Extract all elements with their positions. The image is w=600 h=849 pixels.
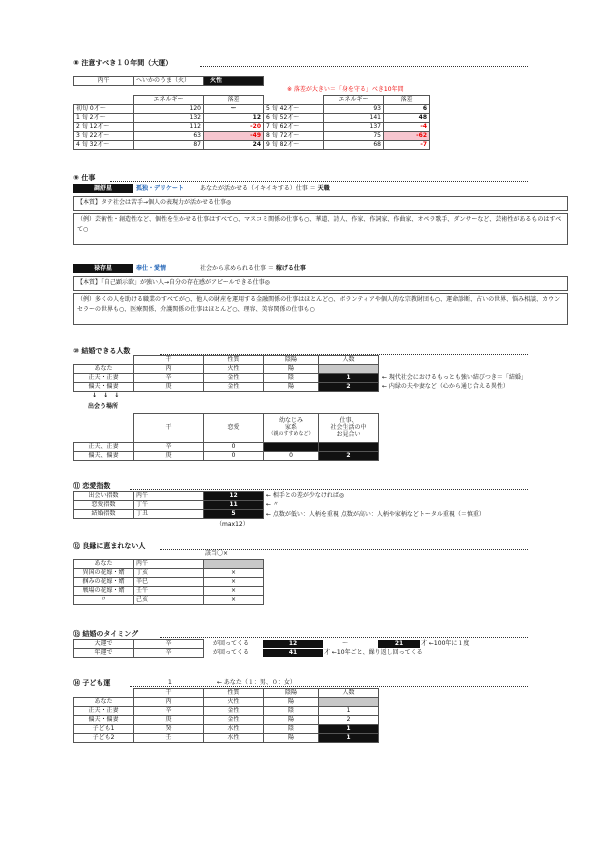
cell: あなた — [74, 698, 134, 707]
cell: 火性 — [204, 365, 264, 374]
meeting-place-table — [73, 413, 379, 461]
cell: 丙 — [134, 698, 204, 707]
cell: 異国の花嫁・婿 — [74, 569, 134, 578]
cell: 7 旬 62才～ — [264, 123, 324, 132]
keyword-label: 孤独・デリケート — [136, 185, 184, 192]
cell: 偏夫・偏妻 — [74, 383, 134, 392]
table-row — [74, 578, 264, 587]
table-row — [74, 114, 430, 123]
table-row — [74, 649, 204, 658]
section-8-note: ※ 落差が大きい＝「身を守る」べき10年間 — [287, 86, 404, 93]
table-row — [74, 587, 264, 596]
cell: -49 — [204, 132, 264, 141]
section-12-title: ⑫ 良縁に恵まれない人 — [73, 542, 146, 550]
table-row — [74, 569, 264, 578]
column-header: 性質 — [204, 356, 264, 365]
table-row — [74, 716, 379, 725]
cell: -62 — [384, 132, 430, 141]
cell: 〃 — [74, 596, 134, 605]
cell: 120 — [134, 105, 204, 114]
cell: 12 — [204, 492, 264, 501]
children-table — [73, 688, 379, 743]
cell: 1 — [319, 374, 379, 383]
cell: 辛巳 — [134, 578, 204, 587]
cell: 1 — [319, 725, 379, 734]
cell: 辛 — [134, 649, 204, 658]
cell: 庚 — [134, 716, 204, 725]
cell — [319, 442, 379, 451]
cell: 2 — [319, 716, 379, 725]
table-row — [74, 492, 264, 501]
cell: 出会い指数 — [74, 492, 134, 501]
cell: 陽 — [264, 698, 319, 707]
section-10-title: ⑩ 結婚できる人数 — [73, 347, 131, 355]
cell: 子ども1 — [74, 725, 134, 734]
age-value: 21 — [378, 640, 420, 648]
job-desc: 社会から求められる仕事 ＝ 稼げる仕事 — [200, 265, 306, 272]
table-row — [74, 640, 204, 649]
cell: 年運で — [74, 649, 134, 658]
essence-box: 【本質】タテ社会は苦手→個人の表現力が活かせる仕事◎ — [73, 196, 568, 211]
column-header: 干 — [134, 689, 204, 698]
cell: 8 旬 72才～ — [264, 132, 324, 141]
column-header: 陰陽 — [264, 356, 319, 365]
cell: 141 — [324, 114, 384, 123]
cell: 火性 — [204, 698, 264, 707]
section-13-title: ⑬ 結婚のタイミング — [73, 630, 139, 638]
note: 才 ←100年に１度 — [421, 640, 470, 647]
cell: 2 — [319, 451, 379, 460]
cell: 4 旬 32才～ — [74, 141, 134, 150]
cell: 壬午 — [134, 587, 204, 596]
cell: 水性 — [204, 725, 264, 734]
cell: -4 — [384, 123, 430, 132]
column-header: 落差 — [384, 96, 430, 105]
cell: 132 — [134, 114, 204, 123]
cell: 庚 — [134, 383, 204, 392]
cell: 丁丑 — [134, 510, 204, 519]
cell: 大運で — [74, 640, 134, 649]
cell — [204, 560, 264, 569]
table-row — [74, 501, 264, 510]
cell: 陽 — [264, 716, 319, 725]
cell: 辛 — [134, 707, 204, 716]
cell: 1 — [319, 734, 379, 743]
cell: 辛 — [134, 640, 204, 649]
down-arrows: ↓ ↓ ↓ — [92, 392, 122, 399]
cell: 丙 — [134, 365, 204, 374]
table-row — [74, 132, 430, 141]
cell: 137 — [324, 123, 384, 132]
divider — [130, 686, 528, 687]
cell: 偏夫・偏妻 — [74, 716, 134, 725]
column-header: エネルギー — [134, 96, 204, 105]
column-header: 人数 — [319, 356, 379, 365]
cell: 子ども2 — [74, 734, 134, 743]
cell: 12 — [204, 114, 264, 123]
max-label: （max12） — [216, 521, 249, 528]
keyword-label: 奉仕・愛情 — [136, 265, 167, 272]
cell: あなた — [74, 560, 134, 569]
note: ← 相手との差が少なければ◎ — [266, 492, 345, 499]
cell: -7 — [384, 141, 430, 150]
cell: 偏夫、偏妻 — [74, 451, 134, 460]
column-header: 落差 — [204, 96, 264, 105]
divider — [130, 489, 528, 490]
cell: 金性 — [204, 707, 264, 716]
cell: 2 — [319, 383, 379, 392]
table-row — [74, 442, 379, 451]
cell: 壬 — [134, 734, 204, 743]
table-row — [74, 451, 379, 460]
cell: 0 — [204, 442, 264, 451]
cell: 正夫・正妻 — [74, 374, 134, 383]
age-value: 12 — [263, 640, 323, 648]
note: ← 現代社会におけるもっとも強い結びつき＝「結婚」 — [382, 374, 527, 381]
table-row — [74, 734, 379, 743]
header-cell-element: 火性 — [204, 77, 264, 86]
cell: 5 — [204, 510, 264, 519]
header-cell: へいかのうま（火） — [134, 77, 204, 86]
column-header: 干 — [134, 356, 204, 365]
cell: 陰 — [264, 707, 319, 716]
note: ← 点数が低い：人柄を重視 点数が高い：人柄や家柄などトータル重視（＝慎重） — [266, 511, 485, 518]
cell: 112 — [134, 123, 204, 132]
table-row — [74, 707, 379, 716]
essence-box: 【本質】「自己顕示欲」が強い人→自分の存在感がアピールできる仕事◎ — [73, 276, 568, 291]
divider — [110, 181, 528, 182]
cell: 陽 — [264, 383, 319, 392]
cell: 68 — [324, 141, 384, 150]
timing-label: が回ってくる — [213, 649, 250, 656]
divider — [160, 637, 528, 638]
table-row — [74, 374, 379, 383]
cell: 初旬 0才～ — [74, 105, 134, 114]
cell: 辛 — [134, 442, 204, 451]
timing-table — [73, 639, 204, 658]
example-box: （例）芸術性・創造性など、個性を生かせる仕事はすべて○、マスコミ関係の仕事も○、華道、詩人、作家、作詞家、作曲家、オペラ歌手、ダンサーなど、芸術性があるものはすべて○ — [73, 213, 568, 245]
table-row — [74, 105, 430, 114]
cell: 戦場の花嫁・婿 — [74, 587, 134, 596]
love-index-table — [73, 491, 264, 519]
cell: ー — [204, 105, 264, 114]
cell: 9 旬 82才～ — [264, 141, 324, 150]
cell: 正夫、正妻 — [74, 442, 134, 451]
cell: 丙午 — [134, 560, 204, 569]
section-14-title: ⑭ 子ども運 — [73, 679, 111, 687]
cell: 3 旬 22才～ — [74, 132, 134, 141]
cell — [319, 698, 379, 707]
gender-note: ← あなた（１：男、０：女） — [217, 679, 296, 686]
cell: 金性 — [204, 716, 264, 725]
column-header: エネルギー — [324, 96, 384, 105]
table-row — [74, 141, 430, 150]
cell: 庚 — [134, 451, 204, 460]
table-row — [74, 725, 379, 734]
cell: × — [204, 578, 264, 587]
cell: 6 — [384, 105, 430, 114]
age-value: 41 — [263, 649, 323, 657]
section-11-title: ⑪ 恋愛指数 — [73, 482, 111, 490]
table-row — [74, 383, 379, 392]
table-row — [74, 560, 264, 569]
cell: 2 旬 12才～ — [74, 123, 134, 132]
marriage-count-table — [73, 355, 379, 392]
table-row — [74, 596, 264, 605]
cell — [264, 442, 319, 451]
tilde: ～ — [342, 640, 349, 647]
section-9-title: ⑨ 仕事 — [73, 174, 96, 182]
table-row — [74, 510, 264, 519]
cell: あなた — [74, 365, 134, 374]
note: ← 〃 — [266, 501, 279, 508]
section-8-title: ⑧ 注意すべき１０年間（大運） — [73, 59, 173, 67]
column-header: 性質 — [204, 689, 264, 698]
bad-match-table — [73, 559, 264, 605]
cell: 結婚指数 — [74, 510, 134, 519]
cell: 水性 — [204, 734, 264, 743]
header-cell: 丙午 — [74, 77, 134, 86]
column-header: 陰陽 — [264, 689, 319, 698]
section-8-fortune-table — [73, 95, 430, 150]
cell: 丁亥 — [134, 569, 204, 578]
table-row — [74, 123, 430, 132]
cell: 0 — [204, 451, 264, 460]
cell: 48 — [384, 114, 430, 123]
cell: 11 — [204, 501, 264, 510]
cell: 正夫・正妻 — [74, 707, 134, 716]
cell: 6 旬 52才～ — [264, 114, 324, 123]
cell: 63 — [134, 132, 204, 141]
cell: 辛 — [134, 374, 204, 383]
cell: 24 — [204, 141, 264, 150]
cell: 丙午 — [134, 492, 204, 501]
gender-value: 1 — [168, 679, 172, 686]
cell — [319, 365, 379, 374]
cell: × — [204, 569, 264, 578]
star-label: 禄存星 — [73, 264, 133, 273]
cell: 金性 — [204, 383, 264, 392]
cell: 掴みの花嫁・婿 — [74, 578, 134, 587]
cell: 丁午 — [134, 501, 204, 510]
meeting-place-title: 出会う場所 — [88, 403, 119, 410]
note: ← 内緑の夫や妻など（心から通じ合える異性） — [382, 383, 509, 390]
column-header: 幼なじみ 家系 （親のすすめなど） — [264, 414, 319, 443]
cell: × — [204, 596, 264, 605]
cell: 0 — [264, 451, 319, 460]
cell: 75 — [324, 132, 384, 141]
applicable-header: 該当〇× — [205, 550, 229, 557]
job-desc: あなたが活かせる（イキイキする）仕事 ＝ 天職 — [200, 185, 330, 192]
cell: 陽 — [264, 734, 319, 743]
cell: 金性 — [204, 374, 264, 383]
cell: 93 — [324, 105, 384, 114]
note: 才 ←10年ごと、繰り返し回ってくる — [324, 649, 423, 656]
timing-label: が回ってくる — [213, 640, 250, 647]
cell: 陰 — [264, 725, 319, 734]
cell: 1 — [319, 707, 379, 716]
section-8-header-table — [73, 76, 264, 86]
cell: 恋愛指数 — [74, 501, 134, 510]
column-header: 仕事、 社会生活の中 お見合い — [319, 414, 379, 443]
divider — [200, 66, 528, 67]
cell: 87 — [134, 141, 204, 150]
cell: 己亥 — [134, 596, 204, 605]
cell: 陽 — [264, 365, 319, 374]
cell: 陰 — [264, 374, 319, 383]
cell: 1 旬 2才～ — [74, 114, 134, 123]
cell: × — [204, 587, 264, 596]
cell: 5 旬 42才～ — [264, 105, 324, 114]
table-row — [74, 698, 379, 707]
example-box: （例）多くの人を助ける職業のすべてが○、他人の財産を運用する金融関係の仕事はほとんど○、ボランティアや個人的な宗教財団も○、運命診断、占いの世界、悩み相談、カウンセラーの世界も○、医療関係、介護関係の仕事はほとんど○、理容、美容関係の仕事も○ — [73, 293, 568, 325]
column-header: 干 — [134, 414, 204, 443]
star-label: 調舒星 — [73, 184, 133, 193]
column-header: 恋愛 — [204, 414, 264, 443]
table-row — [74, 365, 379, 374]
cell: 癸 — [134, 725, 204, 734]
cell: -20 — [204, 123, 264, 132]
column-header: 人数 — [319, 689, 379, 698]
